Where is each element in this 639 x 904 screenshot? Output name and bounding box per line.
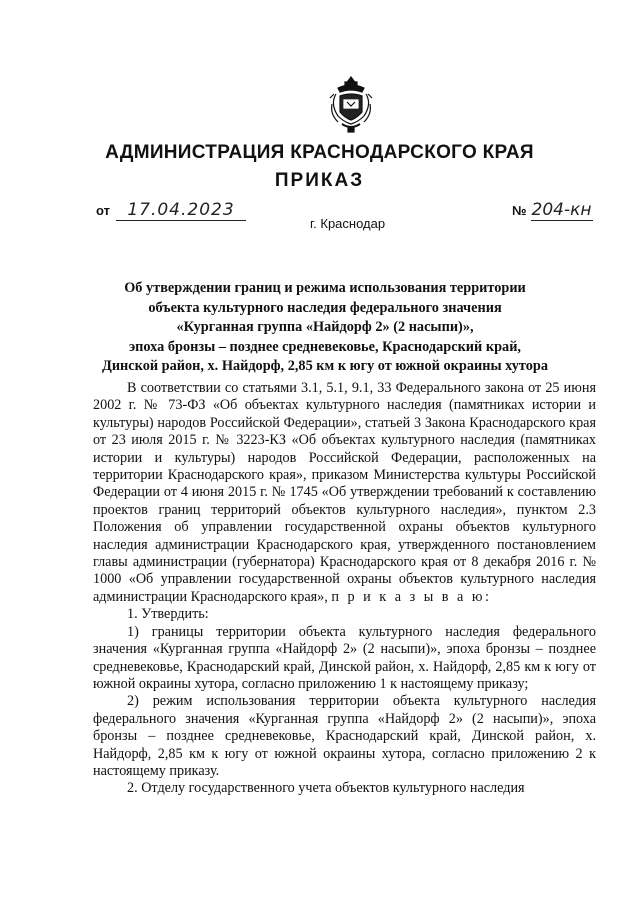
- item-1-subitem-2: 2) режим использования территории объекта культурного наследия федерального значения «Курганная группа «Найдорф 2» (2 насыпи)», эпоха бронзы – позднее средневековье, Краснодарский край, Динской район, х. Найдорф, 2,85 км к югу от южной окраины хутора, согласно приложению 2 к настоящему приказу.: [93, 693, 596, 779]
- preamble-paragraph: [93, 380, 596, 606]
- number-field: [512, 200, 593, 221]
- date-value: 17.04.2023: [116, 200, 246, 221]
- number-prefix: №: [512, 203, 527, 218]
- date-prefix: от: [96, 203, 110, 218]
- item-1-subitem-1: 1) границы территории объекта культурного наследия федерального значения «Курганная группа «Найдорф 2» (2 насыпи)», эпоха бронзы – позднее средневековье, Краснодарский край, Динской район, х. Найдорф, 2,85 км к югу от южной окраины хутора, согласно приложению 1 к настоящему приказу;: [93, 623, 596, 692]
- document-type: ПРИКАЗ: [274, 170, 365, 191]
- organization-title: АДМИНИСТРАЦИЯ КРАСНОДАРСКОГО КРАЯ: [105, 142, 534, 163]
- document-title: [100, 279, 550, 377]
- document-body: [93, 380, 596, 798]
- coat-of-arms-icon: [328, 74, 374, 134]
- item-1: 1. Утвердить:: [127, 606, 209, 623]
- title-line: «Курганная группа «Найдорф 2» (2 насыпи)»,: [176, 319, 474, 335]
- date-field: [96, 200, 246, 221]
- preamble-text: В соответствии со статьями 3.1, 5.1, 9.1, 33 Федерального закона от 25 июня 2002 г. № 73-ФЗ «Об объектах культурного наследия (памятниках истории и культуры) народов Российской Федерации», статьей 3 Закона Краснодарского края от 23 июля 2015 г. № 3223-КЗ «Об объектах культурного наследия (памятниках истории и культуры) народов Российской Федерации, расположенных на территории Краснодарского края», приказом Министерства культуры Российской Федерации от 4 июня 2015 г. № 1745 «Об утверждении требований к составлению проектов границ территорий объектов культурного наследия», пунктом 2.3 Положения об управлении государственной охраны объектов культурного наследия администрации Краснодарского края, утвержденного постановлением главы администрации (губернатора) Краснодарского края от 8 декабря 2016 г. № 1000 «Об управлении государственной охраны объектов культурного наследия администрации Краснодарского края»,: [93, 380, 596, 605]
- title-line: эпоха бронзы – позднее средневековье, Краснодарский край,: [128, 338, 522, 355]
- number-value: 204-кн: [531, 200, 592, 220]
- order-word: п р и к а з ы в а ю:: [331, 588, 492, 605]
- city-label: г. Краснодар: [310, 216, 386, 231]
- title-line: Об утверждении границ и режима использования территории: [124, 280, 526, 296]
- item-2: 2. Отделу государственного учета объектов культурного наследия: [127, 780, 525, 797]
- title-line: объекта культурного наследия федерального значения: [148, 299, 502, 316]
- title-line: Динской район, х. Найдорф, 2,85 км к югу от южной окраины хутора: [101, 358, 549, 374]
